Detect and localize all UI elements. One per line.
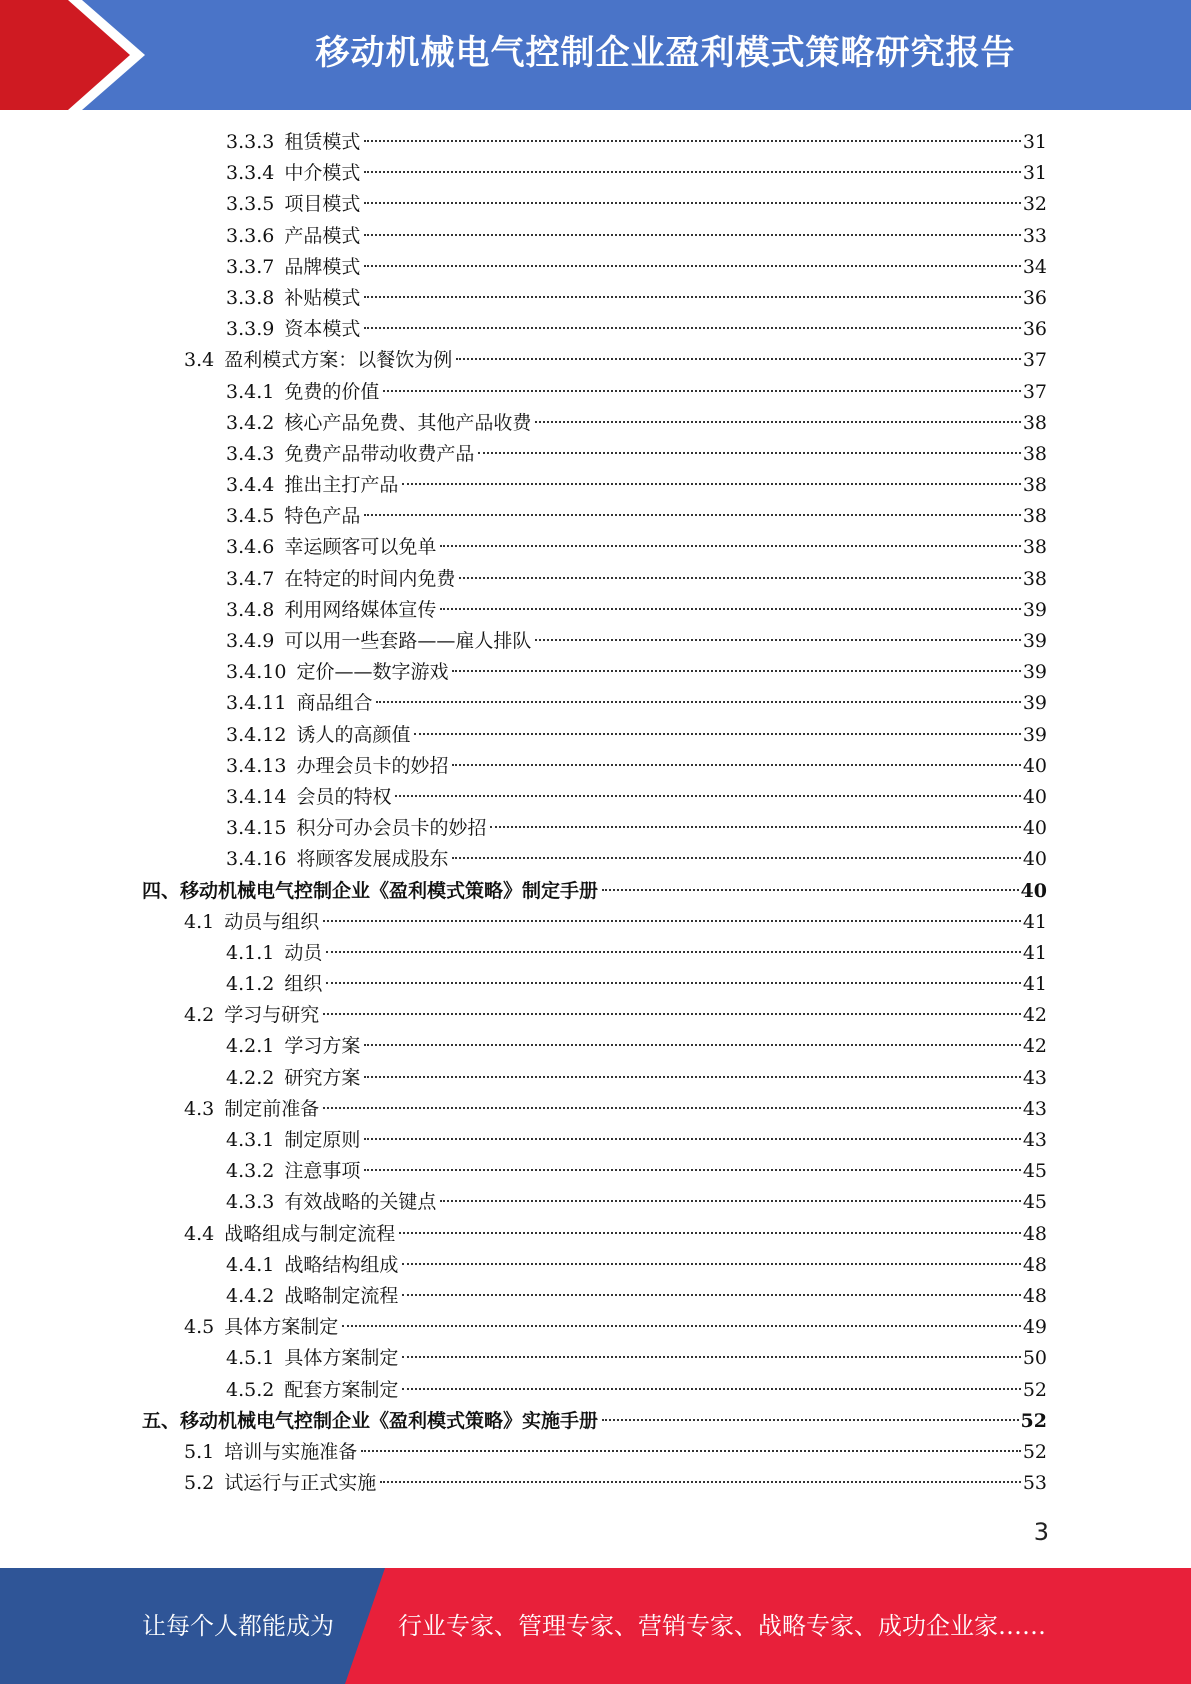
toc-dot-leader xyxy=(323,920,1021,922)
toc-entry-title: 资本模式 xyxy=(284,318,361,341)
toc-entry-number: 3.4.3 xyxy=(226,442,275,465)
toc-entry-title: 可以用一些套路——雇人排队 xyxy=(284,630,532,652)
toc-entry-line xyxy=(184,1312,1047,1343)
toc-entry[interactable] xyxy=(0,1375,1191,1406)
toc-entry-line xyxy=(226,720,1047,751)
toc-entry-line xyxy=(184,907,1047,938)
toc-entry-line xyxy=(226,189,1047,220)
toc-entry[interactable] xyxy=(0,1281,1191,1312)
toc-entry-line xyxy=(226,1031,1047,1062)
toc-entry-page: 40 xyxy=(1022,785,1047,808)
toc-dot-leader xyxy=(452,764,1020,766)
toc-entry-number: 3.4.11 xyxy=(226,692,287,715)
toc-entry-number: 3.4.6 xyxy=(226,536,275,559)
toc-entry[interactable] xyxy=(0,782,1191,813)
toc-entry-page: 49 xyxy=(1022,1316,1047,1339)
toc-entry-title: 品牌模式 xyxy=(284,255,361,278)
toc-dot-leader xyxy=(402,483,1020,485)
toc-dot-leader xyxy=(399,1232,1021,1234)
toc-entry-title: 项目模式 xyxy=(284,193,361,216)
toc-entry[interactable] xyxy=(0,377,1191,408)
toc-entry-title: 积分可办会员卡的妙招 xyxy=(296,817,487,840)
toc-entry-title: 五、移动机械电气控制企业《盈利模式策略》实施手册 xyxy=(142,1409,599,1432)
toc-dot-leader xyxy=(342,1325,1021,1327)
toc-dot-leader xyxy=(364,234,1020,236)
toc-entry-line xyxy=(226,221,1047,252)
toc-entry-line xyxy=(226,938,1047,969)
toc-entry-page: 50 xyxy=(1022,1347,1047,1370)
toc-entry-number: 4.5.1 xyxy=(226,1347,275,1370)
toc-entry-number: 4.3.3 xyxy=(226,1191,275,1214)
toc-entry-title: 培训与实施准备 xyxy=(224,1440,358,1463)
toc-entry-title: 核心产品免费、其他产品收费 xyxy=(284,411,532,434)
toc-entry-line xyxy=(226,1187,1047,1218)
toc-entry[interactable] xyxy=(0,688,1191,719)
toc-entry-line xyxy=(226,1375,1047,1406)
toc-entry[interactable] xyxy=(0,626,1191,657)
toc-entry[interactable] xyxy=(0,657,1191,688)
toc-entry[interactable] xyxy=(0,1250,1191,1281)
toc-entry-number: 3.4.14 xyxy=(226,785,287,808)
toc-entry-title: 战略制定流程 xyxy=(284,1284,399,1307)
toc-entry-page: 43 xyxy=(1022,1129,1047,1151)
toc-entry-page: 53 xyxy=(1022,1472,1047,1495)
toc-entry-title: 具体方案制定 xyxy=(224,1316,339,1339)
toc-entry-line xyxy=(226,1250,1047,1281)
toc-entry-line xyxy=(226,408,1047,439)
page-number: 3 xyxy=(1033,1518,1049,1546)
toc-dot-leader xyxy=(383,390,1020,392)
toc-dot-leader xyxy=(395,795,1020,797)
toc-dot-leader xyxy=(459,577,1020,579)
toc-entry-line xyxy=(226,283,1047,314)
toc-dot-leader xyxy=(364,140,1020,142)
toc-entry-page: 52 xyxy=(1022,1440,1047,1463)
toc-entry-line xyxy=(226,127,1047,158)
toc-entry-title: 学习与研究 xyxy=(224,1004,320,1027)
toc-entry-line xyxy=(184,1000,1047,1031)
toc-entry-title: 动员与组织 xyxy=(224,910,320,933)
toc-entry-line xyxy=(184,1468,1047,1499)
page-header-banner xyxy=(0,0,1191,110)
toc-entry-number: 4.3 xyxy=(184,1097,215,1120)
toc-dot-leader xyxy=(452,670,1020,672)
toc-entry[interactable] xyxy=(0,1125,1191,1156)
toc-entry[interactable] xyxy=(0,751,1191,782)
toc-entry-title: 定价——数字游戏 xyxy=(296,661,449,684)
toc-entry-line xyxy=(226,751,1047,782)
toc-entry-number: 3.4.10 xyxy=(226,661,287,684)
toc-entry[interactable] xyxy=(0,1406,1191,1437)
toc-entry-number: 4.1.1 xyxy=(226,941,275,964)
toc-entry-number: 3.4.12 xyxy=(226,723,287,746)
toc-entry[interactable] xyxy=(0,501,1191,532)
toc-entry[interactable] xyxy=(0,1156,1191,1187)
toc-entry-page: 52 xyxy=(1022,1378,1047,1401)
toc-entry[interactable] xyxy=(0,907,1191,938)
toc-entry-page: 38 xyxy=(1022,536,1047,559)
toc-entry[interactable] xyxy=(0,876,1191,907)
toc-entry-number: 4.5.2 xyxy=(226,1378,275,1401)
toc-entry-page: 38 xyxy=(1022,567,1047,590)
toc-entry[interactable] xyxy=(0,1343,1191,1374)
toc-dot-leader xyxy=(364,265,1020,267)
toc-entry-line xyxy=(226,158,1047,189)
toc-entry-title: 诱人的高颜值 xyxy=(296,723,411,746)
toc-entry-line xyxy=(226,564,1047,595)
toc-entry[interactable] xyxy=(0,408,1191,439)
toc-entry-page: 41 xyxy=(1022,941,1047,964)
toc-entry-page: 36 xyxy=(1022,286,1047,309)
toc-entry-title: 组织 xyxy=(284,973,323,996)
toc-entry-line xyxy=(226,626,1047,657)
toc-entry[interactable] xyxy=(0,314,1191,345)
toc-entry-title: 会员的特权 xyxy=(296,785,392,808)
toc-entry-title: 中介模式 xyxy=(284,162,361,185)
toc-dot-leader xyxy=(602,1419,1019,1421)
toc-entry-number: 3.3.9 xyxy=(226,318,275,341)
toc-entry[interactable] xyxy=(0,1187,1191,1218)
toc-entry-page: 43 xyxy=(1022,1097,1047,1120)
toc-dot-leader xyxy=(478,452,1020,454)
toc-entry-page: 40 xyxy=(1020,879,1047,902)
toc-entry-line xyxy=(226,1343,1047,1374)
toc-entry-page: 45 xyxy=(1022,1191,1047,1214)
toc-entry-title: 制定前准备 xyxy=(224,1097,320,1120)
toc-entry-number: 4.2.1 xyxy=(226,1035,275,1058)
toc-entry-line xyxy=(226,813,1047,844)
toc-entry-number: 3.4.15 xyxy=(226,817,287,840)
toc-dot-leader xyxy=(402,1263,1020,1265)
toc-dot-leader xyxy=(535,421,1020,423)
toc-entry-title: 四、移动机械电气控制企业《盈利模式策略》制定手册 xyxy=(142,879,599,902)
footer-slogan-right: 行业专家、管理专家、营销专家、战略专家、成功企业家…… xyxy=(398,1612,1046,1640)
toc-entry-line xyxy=(142,1406,1047,1437)
toc-entry-number: 4.1.2 xyxy=(226,973,275,996)
toc-entry-title: 研究方案 xyxy=(284,1066,361,1089)
toc-entry[interactable] xyxy=(0,844,1191,875)
toc-entry-title: 办理会员卡的妙招 xyxy=(296,754,449,777)
toc-entry-title: 动员 xyxy=(284,941,323,964)
toc-entry-page: 42 xyxy=(1022,1035,1047,1058)
toc-entry-number: 4.5 xyxy=(184,1316,215,1339)
toc-entry-page: 52 xyxy=(1020,1409,1047,1432)
toc-entry-page: 34 xyxy=(1022,255,1047,278)
toc-entry-page: 37 xyxy=(1022,349,1047,372)
toc-entry-page: 38 xyxy=(1022,474,1047,497)
toc-dot-leader xyxy=(376,701,1020,703)
toc-entry-page: 40 xyxy=(1022,754,1047,777)
toc-entry-page: 42 xyxy=(1022,1004,1047,1027)
toc-dot-leader xyxy=(364,202,1020,204)
toc-entry-number: 3.4.8 xyxy=(226,598,275,621)
toc-entry-title: 免费产品带动收费产品 xyxy=(284,442,475,465)
toc-dot-leader xyxy=(535,639,1020,641)
toc-entry-number: 3.3.5 xyxy=(226,193,275,216)
toc-entry[interactable] xyxy=(0,1437,1191,1468)
toc-entry[interactable] xyxy=(0,1468,1191,1499)
toc-entry[interactable] xyxy=(0,813,1191,844)
toc-entry-page: 33 xyxy=(1022,224,1047,247)
toc-dot-leader xyxy=(440,608,1020,610)
toc-dot-leader xyxy=(326,951,1020,953)
toc-dot-leader xyxy=(452,857,1020,859)
toc-entry-title: 有效战略的关键点 xyxy=(284,1191,437,1214)
toc-entry-number: 4.4 xyxy=(184,1222,215,1245)
toc-entry-page: 32 xyxy=(1022,193,1047,216)
toc-dot-leader xyxy=(402,1294,1020,1296)
toc-entry-line xyxy=(226,657,1047,688)
toc-entry[interactable] xyxy=(0,283,1191,314)
toc-entry[interactable] xyxy=(0,1094,1191,1125)
toc-entry-page: 39 xyxy=(1022,598,1047,621)
toc-entry-page: 39 xyxy=(1022,630,1047,652)
toc-entry-line xyxy=(226,314,1047,345)
toc-entry-number: 3.3.4 xyxy=(226,162,275,185)
toc-entry-title: 商品组合 xyxy=(296,692,373,715)
toc-entry-number: 3.4.7 xyxy=(226,567,275,590)
toc-entry[interactable] xyxy=(0,189,1191,220)
toc-entry-number: 4.1 xyxy=(184,910,215,933)
toc-entry-title: 将顾客发展成股东 xyxy=(296,848,449,871)
toc-entry-line xyxy=(184,1219,1047,1250)
toc-dot-leader xyxy=(326,982,1020,984)
toc-entry-number: 3.4.2 xyxy=(226,411,275,434)
toc-entry-number: 4.2.2 xyxy=(226,1066,275,1089)
toc-entry-number: 3.4.13 xyxy=(226,754,287,777)
toc-entry-title: 在特定的时间内免费 xyxy=(284,567,456,590)
toc-entry-number: 3.4.16 xyxy=(226,848,287,871)
toc-entry-title: 产品模式 xyxy=(284,224,361,247)
toc-entry[interactable] xyxy=(0,595,1191,626)
toc-entry-number: 5.2 xyxy=(184,1472,215,1495)
toc-dot-leader xyxy=(456,358,1021,360)
toc-entry[interactable] xyxy=(0,1219,1191,1250)
toc-entry-title: 利用网络媒体宣传 xyxy=(284,598,437,621)
toc-entry-page: 41 xyxy=(1022,910,1047,933)
toc-entry[interactable] xyxy=(0,221,1191,252)
toc-entry-number: 3.4.5 xyxy=(226,505,275,528)
toc-entry[interactable] xyxy=(0,532,1191,563)
toc-entry-number: 3.4 xyxy=(184,349,215,372)
toc-dot-leader xyxy=(364,1076,1020,1078)
toc-dot-leader xyxy=(364,327,1020,329)
page-footer-banner xyxy=(0,1568,1191,1684)
toc-entry[interactable] xyxy=(0,1063,1191,1094)
toc-dot-leader xyxy=(364,296,1020,298)
toc-entry-number: 4.4.2 xyxy=(226,1284,275,1307)
toc-entry-page: 48 xyxy=(1022,1253,1047,1276)
toc-entry-line xyxy=(184,345,1047,376)
toc-entry[interactable] xyxy=(0,1000,1191,1031)
toc-dot-leader xyxy=(414,733,1020,735)
toc-entry-title: 免费的价值 xyxy=(284,380,380,403)
toc-entry-page: 40 xyxy=(1022,817,1047,840)
toc-entry-line xyxy=(226,595,1047,626)
toc-entry-title: 战略组成与制定流程 xyxy=(224,1222,396,1245)
toc-entry[interactable] xyxy=(0,158,1191,189)
toc-entry-line xyxy=(226,1156,1047,1187)
toc-entry-number: 3.3.8 xyxy=(226,286,275,309)
toc-entry-line xyxy=(226,688,1047,719)
toc-dot-leader xyxy=(364,1044,1020,1046)
toc-entry-line xyxy=(226,439,1047,470)
toc-entry-number: 3.4.9 xyxy=(226,630,275,652)
toc-dot-leader xyxy=(490,826,1020,828)
toc-entry-page: 41 xyxy=(1022,973,1047,996)
toc-entry-title: 配套方案制定 xyxy=(284,1378,399,1401)
toc-dot-leader xyxy=(364,171,1020,173)
toc-entry-number: 4.3.1 xyxy=(226,1129,275,1151)
toc-entry-page: 38 xyxy=(1022,505,1047,528)
toc-dot-leader xyxy=(402,1356,1020,1358)
toc-entry-line xyxy=(226,470,1047,501)
footer-slogan-left: 让每个人都能成为 xyxy=(142,1612,334,1640)
toc-entry-title: 推出主打产品 xyxy=(284,474,399,497)
toc-entry[interactable] xyxy=(0,1031,1191,1062)
toc-entry[interactable] xyxy=(0,470,1191,501)
toc-entry[interactable] xyxy=(0,252,1191,283)
toc-dot-leader xyxy=(380,1481,1021,1483)
toc-entry[interactable] xyxy=(0,345,1191,376)
toc-dot-leader xyxy=(440,545,1020,547)
toc-entry-number: 4.3.2 xyxy=(226,1160,275,1183)
toc-dot-leader xyxy=(402,1388,1020,1390)
toc-entry-number: 3.3.3 xyxy=(226,131,275,153)
toc-entry-title: 补贴模式 xyxy=(284,286,361,309)
toc-entry-line xyxy=(142,876,1047,907)
toc-entry-title: 战略结构组成 xyxy=(284,1253,399,1276)
toc-entry-number: 3.4.4 xyxy=(226,474,275,497)
toc-entry-line xyxy=(226,532,1047,563)
toc-entry-line xyxy=(226,969,1047,1000)
toc-entry-line xyxy=(226,501,1047,532)
toc-entry[interactable] xyxy=(0,439,1191,470)
toc-entry-page: 39 xyxy=(1022,692,1047,715)
toc-dot-leader xyxy=(440,1200,1020,1202)
toc-entry-line xyxy=(226,1281,1047,1312)
red-chevron-decoration xyxy=(0,0,170,110)
toc-entry-page: 31 xyxy=(1022,131,1047,153)
toc-entry-page: 40 xyxy=(1022,848,1047,871)
toc-entry-line xyxy=(184,1437,1047,1468)
toc-entry-number: 5.1 xyxy=(184,1440,215,1463)
toc-dot-leader xyxy=(602,889,1019,891)
toc-entry-title: 幸运顾客可以免单 xyxy=(284,536,437,559)
toc-entry-page: 31 xyxy=(1022,162,1047,185)
toc-entry-line xyxy=(226,782,1047,813)
toc-entry-page: 38 xyxy=(1022,442,1047,465)
table-of-contents xyxy=(0,127,1191,1499)
toc-entry[interactable] xyxy=(0,564,1191,595)
toc-entry-page: 48 xyxy=(1022,1222,1047,1245)
toc-entry-number: 3.4.1 xyxy=(226,380,275,403)
toc-entry-number: 4.2 xyxy=(184,1004,215,1027)
toc-entry-title: 租赁模式 xyxy=(284,131,361,153)
toc-entry[interactable] xyxy=(0,720,1191,751)
toc-entry-number: 3.3.7 xyxy=(226,255,275,278)
toc-entry-page: 39 xyxy=(1022,661,1047,684)
toc-dot-leader xyxy=(323,1107,1021,1109)
toc-entry[interactable] xyxy=(0,127,1191,158)
toc-entry-line xyxy=(226,844,1047,875)
toc-dot-leader xyxy=(364,1169,1020,1171)
toc-entry-title: 具体方案制定 xyxy=(284,1347,399,1370)
toc-entry-line xyxy=(226,1063,1047,1094)
toc-entry-page: 48 xyxy=(1022,1284,1047,1307)
document-title: 移动机械电气控制企业盈利模式策略研究报告 xyxy=(315,33,1016,73)
toc-dot-leader xyxy=(323,1013,1021,1015)
toc-entry-line xyxy=(226,252,1047,283)
toc-entry[interactable] xyxy=(0,938,1191,969)
toc-entry-title: 盈利模式方案：以餐饮为例 xyxy=(224,349,453,372)
toc-entry-page: 36 xyxy=(1022,318,1047,341)
toc-entry-page: 38 xyxy=(1022,411,1047,434)
toc-entry-line xyxy=(226,377,1047,408)
toc-entry[interactable] xyxy=(0,1312,1191,1343)
toc-entry-title: 注意事项 xyxy=(284,1160,361,1183)
toc-entry-number: 3.3.6 xyxy=(226,224,275,247)
toc-entry-line xyxy=(184,1094,1047,1125)
toc-entry-number: 4.4.1 xyxy=(226,1253,275,1276)
toc-entry-page: 43 xyxy=(1022,1066,1047,1089)
toc-dot-leader xyxy=(364,1138,1020,1140)
toc-entry-title: 学习方案 xyxy=(284,1035,361,1058)
toc-entry-title: 特色产品 xyxy=(284,505,361,528)
toc-entry-page: 45 xyxy=(1022,1160,1047,1183)
toc-entry-page: 37 xyxy=(1022,380,1047,403)
toc-entry-title: 制定原则 xyxy=(284,1129,361,1151)
toc-entry-title: 试运行与正式实施 xyxy=(224,1472,377,1495)
toc-entry[interactable] xyxy=(0,969,1191,1000)
toc-dot-leader xyxy=(361,1450,1021,1452)
toc-entry-line xyxy=(226,1125,1047,1156)
toc-entry-page: 39 xyxy=(1022,723,1047,746)
toc-dot-leader xyxy=(364,514,1020,516)
